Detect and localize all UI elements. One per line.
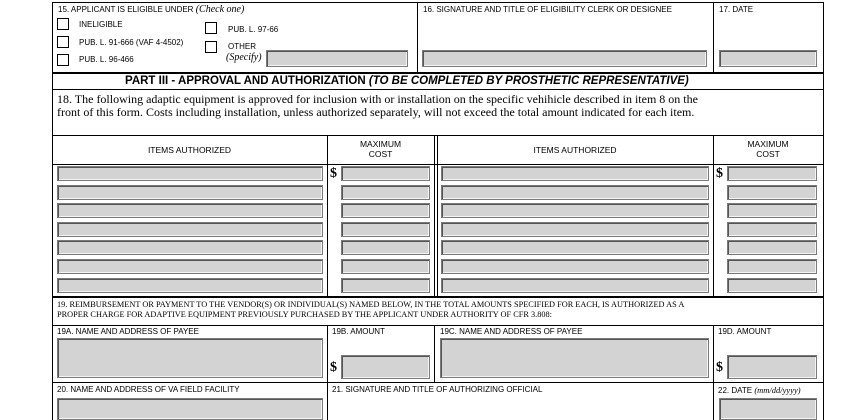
section19-top-line <box>52 296 824 298</box>
divider-16-17 <box>713 2 714 73</box>
item-authorized-right-field[interactable] <box>441 278 709 293</box>
table-col-divider-1 <box>327 135 328 297</box>
section19-divider-b <box>434 325 435 382</box>
dollar-sign-items-left: $ <box>330 166 337 181</box>
table-col-divider-2b <box>437 135 438 297</box>
pub-l-97-66-checkbox[interactable] <box>205 22 217 34</box>
max-cost-left-field[interactable] <box>341 222 430 237</box>
item18-text <box>57 93 821 119</box>
date-22-field[interactable] <box>719 398 817 420</box>
max-label-left: MAXIMUM <box>359 139 402 149</box>
amount-19d-label: 19D. AMOUNT <box>718 327 772 336</box>
ineligible-checkbox[interactable] <box>57 18 69 30</box>
payee-19c-label: 19C. NAME AND ADDRESS OF PAYEE <box>440 327 583 336</box>
pub-l-96-466-label: PUB. L. 96-466 <box>79 55 134 64</box>
table-col-divider-2 <box>434 135 435 297</box>
item-authorized-left-field[interactable] <box>57 278 323 293</box>
pub-l-96-466-checkbox[interactable] <box>57 54 69 66</box>
date-17-field[interactable] <box>719 50 817 67</box>
item-authorized-left-field[interactable] <box>57 185 323 200</box>
maximum-cost-header-right <box>713 139 823 159</box>
items-authorized-header-right: ITEMS AUTHORIZED <box>533 145 617 155</box>
max-label-right: MAXIMUM <box>747 139 789 149</box>
date-22-format: (mm/dd/yyyy) <box>754 385 801 395</box>
right-border <box>823 2 824 420</box>
items-authorized-header-left: ITEMS AUTHORIZED <box>147 145 232 155</box>
date-17-label: 17. DATE <box>719 5 754 14</box>
section19-sub-line <box>52 325 824 326</box>
item-authorized-right-field[interactable] <box>441 203 709 218</box>
payee-19a-label: 19A. NAME AND ADDRESS OF PAYEE <box>57 327 199 336</box>
ineligible-label: INELIGIBLE <box>79 20 123 29</box>
amount-19d-field[interactable] <box>727 355 817 379</box>
item-authorized-right-field[interactable] <box>441 166 709 181</box>
section19-divider-a <box>327 325 328 420</box>
section19-divider-c <box>713 325 714 420</box>
item-authorized-left-field[interactable] <box>57 166 323 181</box>
item-authorized-right-field[interactable] <box>441 185 709 200</box>
dollar-sign-19b: $ <box>330 360 337 375</box>
part3-top-line <box>52 72 824 74</box>
pub-l-91-666-checkbox[interactable] <box>57 36 69 48</box>
max-cost-right-field[interactable] <box>727 259 817 274</box>
max-cost-left-field[interactable] <box>341 259 430 274</box>
other-label: OTHER <box>228 42 256 51</box>
max-cost-left-field[interactable] <box>341 240 430 255</box>
max-cost-left-field[interactable] <box>341 166 430 181</box>
maximum-cost-header-left <box>327 139 434 159</box>
other-specify-field[interactable] <box>266 50 408 67</box>
authorizing-official-label: 21. SIGNATURE AND TITLE OF AUTHORIZING OFFICIAL <box>332 385 543 394</box>
item-authorized-left-field[interactable] <box>57 222 323 237</box>
cost-label-right: COST <box>756 149 780 159</box>
table-top-line <box>52 135 824 136</box>
max-cost-left-field[interactable] <box>341 185 430 200</box>
section19-line-2: PROPER CHARGE FOR ADAPTIVE EQUIPMENT PREVIOUSLY PURCHASED BY THE APPLICANT UNDER AUTHORITY OF CFR 3.808: <box>57 310 552 319</box>
max-cost-left-field[interactable] <box>341 278 430 293</box>
item-authorized-left-field[interactable] <box>57 203 323 218</box>
eligibility-clerk-signature-label: 16. SIGNATURE AND TITLE OF ELIGIBILITY CLERK OR DESIGNEE <box>423 5 672 14</box>
item-authorized-left-field[interactable] <box>57 240 323 255</box>
specify-label: (Specify) <box>226 52 262 63</box>
pub-l-91-666-label: PUB. L. 91-666 (VAF 4-4502) <box>79 38 184 47</box>
eligibility-clerk-signature-field[interactable] <box>422 50 707 67</box>
payee-19c-field[interactable] <box>440 338 709 378</box>
max-cost-left-field[interactable] <box>341 203 430 218</box>
item18-line-1: 18. The following adaptic equipment is approved for inclusion with or installation on the specific vehihicle described in item 8 on the <box>57 92 698 106</box>
max-cost-right-field[interactable] <box>727 222 817 237</box>
pub-l-97-66-label: PUB. L. 97-66 <box>228 25 279 34</box>
max-cost-right-field[interactable] <box>727 240 817 255</box>
section19-text <box>57 300 684 320</box>
amount-19b-label: 19B. AMOUNT <box>332 327 385 336</box>
applicant-eligible-text: 15. APPLICANT IS ELIGIBLE UNDER <box>58 5 194 14</box>
left-border <box>52 2 53 420</box>
table-header-line <box>52 164 824 165</box>
table-col-divider-3 <box>713 135 714 297</box>
payee-19a-field[interactable] <box>57 338 323 378</box>
va-field-facility-label: 20. NAME AND ADDRESS OF VA FIELD FACILITY <box>57 385 240 394</box>
va-field-facility-field[interactable] <box>57 398 323 420</box>
max-cost-right-field[interactable] <box>727 166 817 181</box>
dollar-sign-19d: $ <box>716 360 723 375</box>
max-cost-right-field[interactable] <box>727 203 817 218</box>
dollar-sign-items-right: $ <box>716 166 723 181</box>
max-cost-right-field[interactable] <box>727 185 817 200</box>
date-22-label <box>718 385 801 396</box>
item-authorized-right-field[interactable] <box>441 222 709 237</box>
item-authorized-right-field[interactable] <box>441 240 709 255</box>
divider-15-16 <box>417 2 418 73</box>
cost-label-left: COST <box>368 149 393 159</box>
item18-line-2: front of this form. Costs including installation, unless authorized separately, will not exceed the total amount indicated for each item. <box>57 105 695 119</box>
check-one-note: (Check one) <box>195 4 245 15</box>
date-22-text: 22. DATE <box>718 386 753 395</box>
part3-title-line <box>52 89 824 90</box>
item-authorized-right-field[interactable] <box>441 259 709 274</box>
max-cost-right-field[interactable] <box>727 278 817 293</box>
section20-top-line <box>52 382 824 383</box>
part3-title: PART III - APPROVAL AND AUTHORIZATION <box>125 75 366 87</box>
top-border <box>52 2 824 3</box>
section19-line-1: 19. REIMBURSEMENT OR PAYMENT TO THE VENDOR(S) OR INDIVIDUAL(S) NAMED BELOW, IN THE TOTAL AMOUNTS SPECIFIED FOR EACH, IS AUTHORIZED AS A <box>57 300 685 309</box>
part3-subtitle: (TO BE COMPLETED BY PROSTHETIC REPRESENTATIVE) <box>368 75 689 87</box>
other-checkbox[interactable] <box>205 41 217 53</box>
item-authorized-left-field[interactable] <box>57 259 323 274</box>
part3-heading <box>125 75 689 87</box>
applicant-eligible-label <box>58 5 244 15</box>
amount-19b-field[interactable] <box>341 355 430 379</box>
